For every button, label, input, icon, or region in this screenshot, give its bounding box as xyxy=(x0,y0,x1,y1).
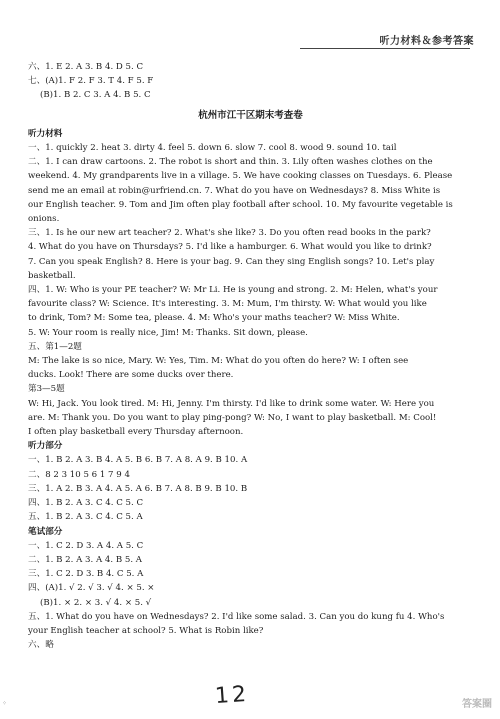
part5-line: W: Hi, Jack. You look tired. M: Hi, Jenny. I'm thirsty. I'd like to drink some water. W: Here you xyxy=(28,398,435,409)
written-answers xyxy=(28,539,473,653)
written-answer-line: 一、1. C 2. D 3. A 4. A 5. C xyxy=(28,540,144,551)
listening-material-part3 xyxy=(28,226,473,283)
part3-line: 4. What do you have on Thursdays? 5. I'd like a hamburger. 6. What would you like to drink? xyxy=(28,242,432,253)
part2-line: send me an email at robin@urfriend.cn. 7. What do you have on Wednesdays? 8. Miss White is xyxy=(28,185,441,196)
part5-line: ducks. Look! There are some ducks over there. xyxy=(28,370,234,381)
written-answer-line: 三、1. C 2. D 3. B 4. C 5. A xyxy=(28,569,144,580)
answer-line-7b: (B)1. B 2. C 3. A 4. B 5. C xyxy=(40,90,151,101)
header-tag: 听力材料＆参考答案 xyxy=(379,36,474,47)
part2-line: weekend. 4. My grandparents live in a village. 5. We have cooking classes on Tuesdays. 6. Please xyxy=(28,171,453,182)
part2-line: onions. xyxy=(28,214,60,225)
written-answer-line: (B)1. × 2. × 3. √ 4. × 5. √ xyxy=(40,597,152,608)
listening-material-part5 xyxy=(28,340,473,439)
part2-line: 二、1. I can draw cartoons. 2. The robot is short and thin. 3. Lily often washes clothes on the xyxy=(28,157,433,168)
written-answer-line: 四、(A)1. √ 2. √ 3. √ 4. × 5. × xyxy=(28,583,155,594)
part5-line: I often play basketball every Thursday afternoon. xyxy=(28,427,244,438)
listening-answers-heading: 听力部分 xyxy=(28,441,63,452)
page-content xyxy=(28,60,473,652)
part4-line: favourite class? W: Science. It's interesting. 3. M: Mum, I'm thirsty. W: What would you like xyxy=(28,299,427,310)
part4-line: to drink, Tom? M: Some tea, please. 4. M: Who's your maths teacher? W: Miss White. xyxy=(28,313,400,324)
listening-answer-line: 二、8 2 3 10 5 6 1 7 9 4 xyxy=(28,469,130,480)
written-answer-line: 六、略 xyxy=(28,640,54,651)
listening-material-part1: 一、1. quickly 2. heat 3. dirty 4. feel 5. down 6. slow 7. cool 8. wood 9. sound 10. tail xyxy=(28,143,397,154)
page-number: 12 xyxy=(214,681,250,710)
written-answer-line: 五、1. What do you have on Wednesdays? 2. I'd like some salad. 3. Can you do kung fu 4. Who's xyxy=(28,611,445,622)
listening-material-part2 xyxy=(28,155,473,226)
part3-line: 7. Can you speak English? 8. Here is your bag. 9. Can they sing English songs? 10. Let's play xyxy=(28,256,435,267)
header-divider xyxy=(300,48,470,49)
margin-mark: ⁘ xyxy=(2,700,8,707)
written-answer-line: your English teacher at school? 5. What is Robin like? xyxy=(28,625,264,636)
listening-material-part4 xyxy=(28,283,473,340)
part3-line: basketball. xyxy=(28,270,76,281)
part4-line: 四、1. W: Who is your PE teacher? W: Mr Li. He is young and strong. 2. M: Helen, what's your xyxy=(28,285,438,296)
part3-line: 三、1. Is he our new art teacher? 2. What's she like? 3. Do you often read books in the park? xyxy=(28,228,431,239)
part4-line: 5. W: Your room is really nice, Jim! M: Thanks. Sit down, please. xyxy=(28,327,308,338)
listening-answer-line: 四、1. B 2. A 3. C 4. C 5. C xyxy=(28,498,144,509)
written-answers-heading: 笔试部分 xyxy=(28,526,63,537)
part5-line: are. M: Thank you. Do you want to play ping-pong? W: No, I want to play basketball. M: Cool! xyxy=(28,412,437,423)
listening-material-heading: 听力材料 xyxy=(28,128,63,139)
listening-answer-line: 一、1. B 2. A 3. B 4. A 5. B 6. B 7. A 8. A 9. B 10. A xyxy=(28,455,248,466)
watermark-logo: 答案圈 xyxy=(462,699,492,710)
part5-line: M: The lake is so nice, Mary. W: Yes, Tim. M: What do you often do here? W: I often see xyxy=(28,356,409,367)
answer-line-7a: 七、(A)1. F 2. F 3. T 4. F 5. F xyxy=(28,76,154,87)
listening-answers xyxy=(28,453,473,524)
part5-heading: 五、第1—2题 xyxy=(28,341,82,352)
part5b-heading: 第3—5题 xyxy=(28,384,65,395)
written-answer-line: 二、1. B 2. A 3. A 4. B 5. A xyxy=(28,554,143,565)
part2-line: our English teacher. 9. Tom and Jim often play football after school. 10. My favourite vegetable is xyxy=(28,199,453,210)
answer-line-6: 六、1. E 2. A 3. B 4. D 5. C xyxy=(28,62,144,72)
listening-answer-line: 五、1. B 2. A 3. C 4. C 5. A xyxy=(28,512,143,523)
exam-title: 杭州市江干区期末考查卷 xyxy=(198,109,303,121)
listening-answer-line: 三、1. A 2. B 3. A 4. A 5. A 6. B 7. A 8. B 9. B 10. B xyxy=(28,483,248,494)
